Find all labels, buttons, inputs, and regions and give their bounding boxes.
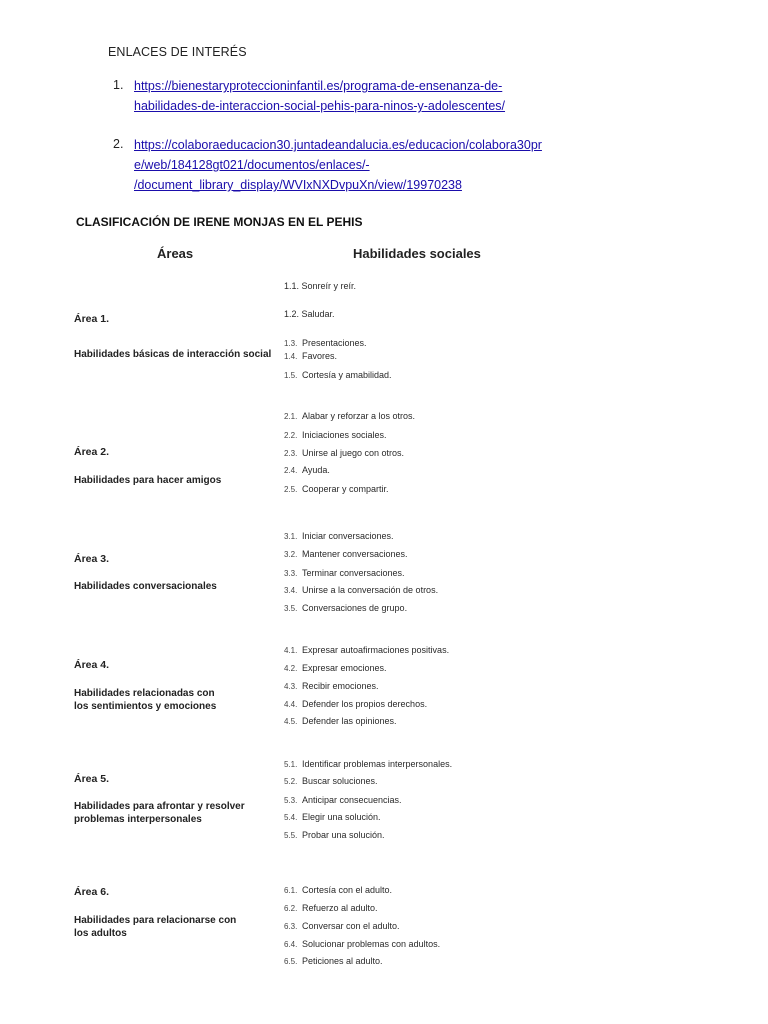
skill-number: 1.1. [284,281,300,291]
skill-number: 1.3. [284,339,298,348]
skill-number: 2.3. [284,449,298,458]
skill-text: Saludar. [301,309,335,319]
skill-number: 2.2. [284,431,298,440]
skill-text: Ayuda. [302,465,330,475]
area-3-description: Habilidades conversacionales [74,581,217,592]
skill-text: Peticiones al adulto. [302,956,383,966]
skill-1-4 [284,351,337,363]
link-1[interactable] [134,76,505,116]
skill-number: 1.2. [284,309,300,319]
skill-number: 4.4. [284,700,298,709]
skill-number: 1.5. [284,371,298,380]
skill-text: Cortesía y amabilidad. [302,370,392,380]
skill-number: 6.3. [284,922,298,931]
skill-number: 3.5. [284,604,298,613]
skill-5-3 [284,795,402,807]
skill-6-1 [284,885,392,897]
link-2-line[interactable]: e/web/184128gt021/documentos/enlaces/- [134,158,370,172]
skill-5-5 [284,830,385,842]
skill-number: 4.3. [284,682,298,691]
skill-3-2 [284,549,408,561]
skill-3-3 [284,568,405,580]
skill-number: 4.5. [284,717,298,726]
skill-text: Buscar soluciones. [302,776,378,786]
skill-number: 5.5. [284,831,298,840]
skill-number: 4.1. [284,646,298,655]
skill-number: 6.1. [284,886,298,895]
skill-number: 3.4. [284,586,298,595]
skill-text: Unirse al juego con otros. [302,448,405,458]
skill-number: 2.5. [284,485,298,494]
link-2-number: 2. [113,137,124,151]
skill-number: 2.1. [284,412,298,421]
area-1-label: Área 1. [74,313,110,325]
skill-text: Unirse a la conversación de otros. [302,585,439,595]
skill-2-4 [284,465,330,477]
area-1-description: Habilidades básicas de interacción social [74,349,272,360]
skill-1-3 [284,338,367,350]
skill-text: Defender los propios derechos. [302,699,428,709]
skill-text: Mantener conversaciones. [302,549,408,559]
link-2-line[interactable]: https://colaboraeducacion30.juntadeandalucia.es/educacion/colabora30pr [134,138,542,152]
skill-2-1 [284,411,415,423]
skill-6-4 [284,939,440,951]
area-5-description: Habilidades para afrontar y resolver problemas interpersonales [74,801,245,825]
skill-1-2 [284,309,335,321]
skill-number: 6.2. [284,904,298,913]
skill-number: 5.2. [284,777,298,786]
link-2-line[interactable]: /document_library_display/WVIxNXDvpuXn/view/19970238 [134,178,462,192]
skill-text: Iniciar conversaciones. [302,531,394,541]
skill-text: Cortesía con el adulto. [302,885,393,895]
skill-number: 5.4. [284,813,298,822]
skill-text: Favores. [302,351,338,361]
skill-6-3 [284,921,400,933]
skill-text: Alabar y reforzar a los otros. [302,411,416,421]
skill-text: Elegir una solución. [302,812,381,822]
skill-text: Recibir emociones. [302,681,379,691]
area-2-description: Habilidades para hacer amigos [74,475,222,486]
skill-number: 2.4. [284,466,298,475]
skill-2-5 [284,484,389,496]
skill-text: Solucionar problemas con adultos. [302,939,441,949]
skill-4-4 [284,699,427,711]
skill-text: Identificar problemas interpersonales. [302,759,453,769]
skill-6-5 [284,956,383,968]
skill-2-3 [284,448,404,460]
skill-text: Anticipar consecuencias. [302,795,402,805]
skill-text: Iniciaciones sociales. [302,430,387,440]
skill-4-5 [284,716,397,728]
skill-4-3 [284,681,379,693]
skill-number: 5.3. [284,796,298,805]
skill-3-1 [284,531,394,543]
skill-number: 1.4. [284,352,298,361]
skill-5-1 [284,759,452,771]
skill-number: 3.3. [284,569,298,578]
skill-text: Presentaciones. [302,338,367,348]
skill-6-2 [284,903,378,915]
skill-number: 6.5. [284,957,298,966]
skill-text: Expresar autoafirmaciones positivas. [302,645,450,655]
skill-text: Cooperar y compartir. [302,484,389,494]
link-1-number: 1. [113,78,124,92]
link-1-line[interactable]: https://bienestaryproteccioninfantil.es/programa-de-ensenanza-de- [134,79,503,93]
area-5-label: Área 5. [74,773,110,785]
skill-4-2 [284,663,387,675]
links-section-title: ENLACES DE INTERÉS [108,45,247,59]
classification-heading: CLASIFICACIÓN DE IRENE MONJAS EN EL PEHIS [76,215,363,229]
skill-3-4 [284,585,438,597]
area-2-label: Área 2. [74,446,110,458]
skill-3-5 [284,603,407,615]
skill-number: 6.4. [284,940,298,949]
link-2[interactable] [134,135,542,195]
skill-4-1 [284,645,449,657]
area-4-label: Área 4. [74,659,110,671]
skill-2-2 [284,430,387,442]
area-4-description: Habilidades relacionadas con los sentimientos y emociones [74,688,217,712]
skill-text: Defender las opiniones. [302,716,397,726]
skill-1-1 [284,281,356,293]
skill-text: Sonreír y reír. [301,281,357,291]
skill-5-2 [284,776,378,788]
column-header-areas: Áreas [157,246,194,261]
skill-number: 3.2. [284,550,298,559]
area-3-label: Área 3. [74,553,110,565]
skill-text: Terminar conversaciones. [302,568,405,578]
skill-text: Expresar emociones. [302,663,387,673]
skill-5-4 [284,812,381,824]
skill-text: Conversar con el adulto. [302,921,400,931]
skill-1-5 [284,370,392,382]
link-1-line[interactable]: habilidades-de-interaccion-social-pehis-para-ninos-y-adolescentes/ [134,99,506,113]
skill-text: Probar una solución. [302,830,385,840]
skill-number: 5.1. [284,760,298,769]
column-header-skills: Habilidades sociales [353,246,481,261]
skill-text: Conversaciones de grupo. [302,603,408,613]
skill-number: 3.1. [284,532,298,541]
skill-number: 4.2. [284,664,298,673]
skill-text: Refuerzo al adulto. [302,903,378,913]
area-6-label: Área 6. [74,886,110,898]
area-6-description: Habilidades para relacionarse con los adultos [74,915,237,939]
